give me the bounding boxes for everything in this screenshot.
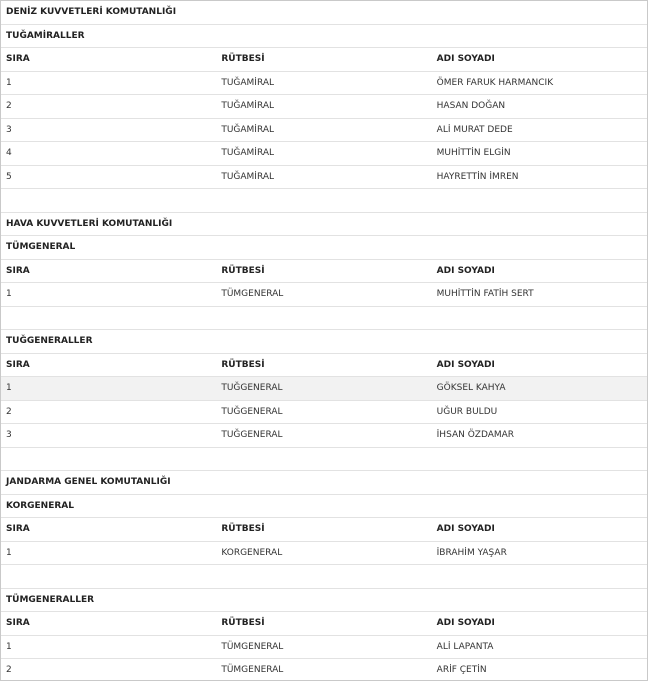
spacer-cell: [1, 565, 647, 589]
subsection-title-row: [1, 588, 647, 612]
section-title-row: [1, 212, 647, 236]
cell-adi-soyadi: MUHİTTİN ELGİN: [432, 142, 647, 166]
cell-adi-soyadi: MUHİTTİN FATİH SERT: [432, 283, 647, 307]
cell-rutbe: TÜMGENERAL: [216, 283, 431, 307]
cell-sira: 3: [1, 118, 216, 142]
subsection-title-row: [1, 330, 647, 354]
subsection-title: TUĞGENERALLER: [1, 330, 647, 354]
subsection-title: KORGENERAL: [1, 494, 647, 518]
column-header-rutbe: RÜTBESİ: [216, 518, 431, 542]
cell-sira: 3: [1, 424, 216, 448]
column-header-adi-soyadi: ADI SOYADI: [432, 259, 647, 283]
column-header-sira: SIRA: [1, 353, 216, 377]
section-title: JANDARMA GENEL KOMUTANLIĞI: [1, 471, 647, 495]
cell-adi-soyadi: UĞUR BULDU: [432, 400, 647, 424]
cell-rutbe: TUĞAMİRAL: [216, 118, 431, 142]
cell-rutbe: TUĞGENERAL: [216, 377, 431, 401]
column-header-rutbe: RÜTBESİ: [216, 48, 431, 72]
spacer-cell: [1, 447, 647, 471]
cell-rutbe: TUĞAMİRAL: [216, 71, 431, 95]
column-header-sira: SIRA: [1, 518, 216, 542]
spacer-row: [1, 189, 647, 213]
table-row: [1, 377, 647, 401]
table-row: [1, 635, 647, 659]
table-header-row: [1, 612, 647, 636]
subsection-title: TUĞAMİRALLER: [1, 24, 647, 48]
cell-rutbe: TUĞAMİRAL: [216, 95, 431, 119]
cell-sira: 5: [1, 165, 216, 189]
table-row: [1, 165, 647, 189]
column-header-adi-soyadi: ADI SOYADI: [432, 353, 647, 377]
table-body: [1, 1, 647, 681]
cell-sira: 4: [1, 142, 216, 166]
cell-sira: 2: [1, 659, 216, 681]
appointments-table: [1, 1, 647, 681]
table-header-row: [1, 48, 647, 72]
subsection-title-row: [1, 236, 647, 260]
cell-rutbe: TUĞAMİRAL: [216, 142, 431, 166]
subsection-title: TÜMGENERALLER: [1, 588, 647, 612]
section-title: HAVA KUVVETLERİ KOMUTANLIĞI: [1, 212, 647, 236]
table-row: [1, 283, 647, 307]
cell-rutbe: KORGENERAL: [216, 541, 431, 565]
cell-rutbe: TUĞGENERAL: [216, 400, 431, 424]
table-header-row: [1, 259, 647, 283]
cell-adi-soyadi: HASAN DOĞAN: [432, 95, 647, 119]
section-title: DENİZ KUVVETLERİ KOMUTANLIĞI: [1, 1, 647, 24]
cell-adi-soyadi: ALİ MURAT DEDE: [432, 118, 647, 142]
spacer-row: [1, 447, 647, 471]
cell-adi-soyadi: ARİF ÇETİN: [432, 659, 647, 681]
column-header-adi-soyadi: ADI SOYADI: [432, 518, 647, 542]
spacer-cell: [1, 306, 647, 330]
column-header-adi-soyadi: ADI SOYADI: [432, 612, 647, 636]
table-row: [1, 424, 647, 448]
table-header-row: [1, 353, 647, 377]
table-header-row: [1, 518, 647, 542]
table-row: [1, 659, 647, 681]
table-row: [1, 71, 647, 95]
table-row: [1, 95, 647, 119]
table-row: [1, 400, 647, 424]
spacer-row: [1, 306, 647, 330]
column-header-rutbe: RÜTBESİ: [216, 353, 431, 377]
cell-adi-soyadi: ÖMER FARUK HARMANCIK: [432, 71, 647, 95]
column-header-adi-soyadi: ADI SOYADI: [432, 48, 647, 72]
cell-rutbe: TUĞAMİRAL: [216, 165, 431, 189]
column-header-rutbe: RÜTBESİ: [216, 259, 431, 283]
subsection-title: TÜMGENERAL: [1, 236, 647, 260]
cell-sira: 1: [1, 377, 216, 401]
table-row: [1, 118, 647, 142]
section-title-row: [1, 471, 647, 495]
cell-adi-soyadi: ALİ LAPANTA: [432, 635, 647, 659]
section-title-row: [1, 1, 647, 24]
cell-adi-soyadi: HAYRETTİN İMREN: [432, 165, 647, 189]
cell-sira: 1: [1, 71, 216, 95]
spacer-cell: [1, 189, 647, 213]
subsection-title-row: [1, 494, 647, 518]
table-row: [1, 541, 647, 565]
subsection-title-row: [1, 24, 647, 48]
cell-adi-soyadi: İHSAN ÖZDAMAR: [432, 424, 647, 448]
spacer-row: [1, 565, 647, 589]
cell-rutbe: TUĞGENERAL: [216, 424, 431, 448]
column-header-sira: SIRA: [1, 259, 216, 283]
cell-adi-soyadi: GÖKSEL KAHYA: [432, 377, 647, 401]
cell-sira: 1: [1, 541, 216, 565]
cell-sira: 2: [1, 400, 216, 424]
column-header-rutbe: RÜTBESİ: [216, 612, 431, 636]
cell-rutbe: TÜMGENERAL: [216, 659, 431, 681]
cell-sira: 1: [1, 635, 216, 659]
column-header-sira: SIRA: [1, 612, 216, 636]
cell-adi-soyadi: İBRAHİM YAŞAR: [432, 541, 647, 565]
column-header-sira: SIRA: [1, 48, 216, 72]
cell-sira: 2: [1, 95, 216, 119]
cell-sira: 1: [1, 283, 216, 307]
cell-rutbe: TÜMGENERAL: [216, 635, 431, 659]
table-row: [1, 142, 647, 166]
